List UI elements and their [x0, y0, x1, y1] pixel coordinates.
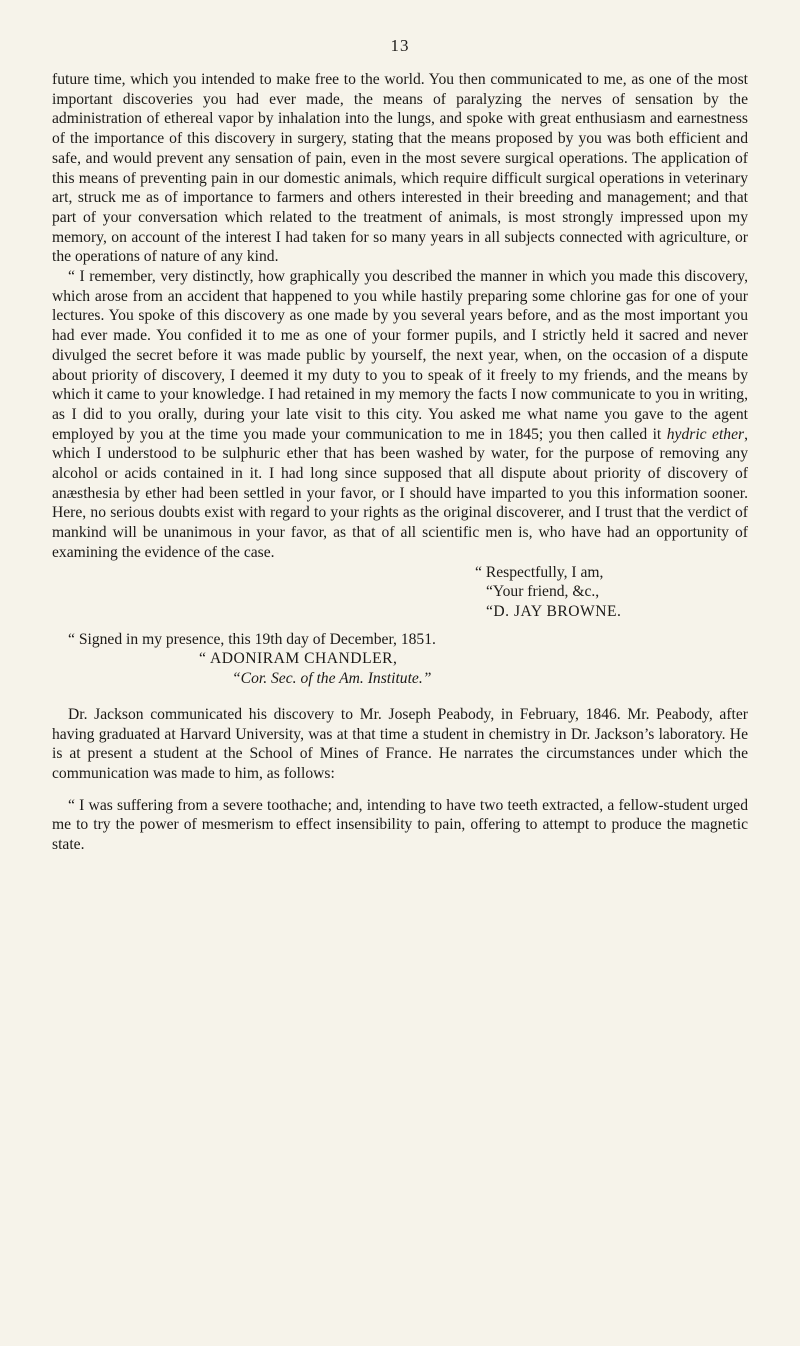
paragraph-3: Dr. Jackson communicated his discovery to Mr. Joseph Peabody, in February, 1846. Mr. Peabody, after having graduated at Harvard University, was at that time a student in chemistry in Dr. Jackson’s laboratory. He is at present a student at the School of Mines of France. He narrates the circumstances under which the communication was made to him, as follows:: [52, 705, 748, 782]
paragraph-1: future time, which you intended to make free to the world. You then communicated to me, as one of the most important discoveries you had ever made, the means of paralyzing the nerves of sensation by the administration of ethereal vapor by inhalation into the lungs, and spoke with great enthusiasm and earnestness of the importance of this discovery in surgery, stating that the means proposed by you was both efficient and safe, and would prevent any sensation of pain, even in the most severe surgical operations. The application of this means of preventing pain in our domestic animals, which require difficult surgical operations in veterinary art, struck me as of importance to farmers and others interested in their breeding and management; and that part of your conversation which related to the treatment of animals, is most strongly impressed upon my memory, on account of the interest I had taken for so many years in all subjects connected with agriculture, or the operations of nature of any kind.: [52, 71, 748, 266]
paragraph-2-end: , which I understood to be sulphuric ether that has been washed by water, for the purpose of removing any alcohol or acids contained in it. I had long since supposed that all dispute about priority of discovery of anæsthesia by ether had been settled in your favor, or I should have imparted to you this information sooner. Here, no serious doubts exist with regard to your rights as the original discoverer, and I trust that the verdict of mankind will be unanimous in your favor, as that of all scientific men is, who have had an opportunity of examining the evidence of the case.: [52, 425, 748, 561]
paragraph-2-start: “ I remember, very distinctly, how graphically you described the manner in which you made this discovery, which arose from an accident that happened to you while hastily preparing some chlorine gas for one of your lectures. You spoke of this discovery as one made by you several years before, and as the most important you had ever made. You confided it to me as one of your former pupils, and I strictly held it sacred and never divulged the secret before it was made public by yourself, the next year, when, on the occasion of a dispute about priority of discovery, I deemed it my duty to you to speak of it freely to my friends, and the means by which it came to your knowledge. I had retained in my memory the facts I now communicate to you in writing, as I did to you orally, during your late visit to this city. You asked me what name you gave to the agent employed by you at the time you made your communication to me in 1845; you then called it: [52, 268, 748, 443]
closing-respectfully: “ Respectfully, I am,: [475, 563, 604, 581]
page-body: [52, 70, 748, 855]
paragraph-2: [52, 267, 748, 563]
signature-browne: “D. JAY BROWNE.: [486, 602, 622, 620]
closing-friend: “Your friend, &c.,: [486, 583, 600, 601]
hydric-ether-term: hydric ether: [666, 425, 745, 443]
attestation-title: “Cor. Sec. of the Am. Institute.”: [232, 670, 432, 688]
paragraph-4: “ I was suffering from a severe toothache; and, intending to have two teeth extracted, a fellow-student urged me to try the power of mesmerism to effect insensibility to pain, offering to attempt to produce the magnetic state.: [52, 796, 748, 854]
attestation-name: “ ADONIRAM CHANDLER,: [199, 650, 398, 668]
page-number: 13: [390, 36, 410, 55]
attestation-line: “ Signed in my presence, this 19th day of December, 1851.: [68, 630, 436, 648]
